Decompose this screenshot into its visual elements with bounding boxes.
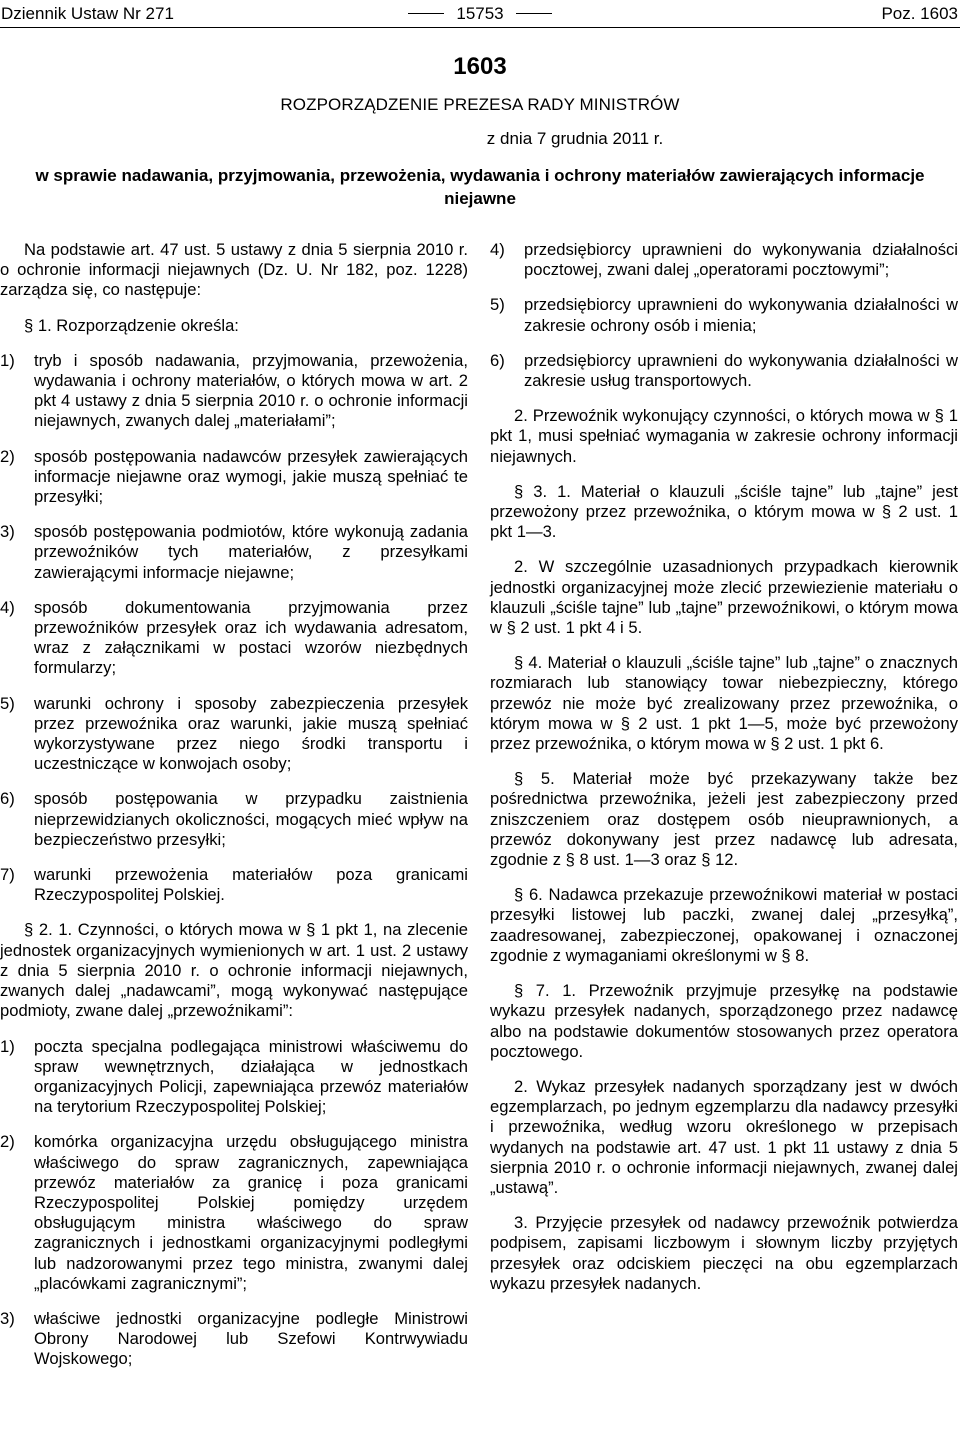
list-item [0,1132,468,1294]
paragraph: § 7. 1. Przewoźnik przyjmuje przesyłkę na podstawie wykazu przesyłek nadanych, sporządzonego przez nadawcę albo na podstawie dokumentów stosowanych przez operatora pocztowego. [490,981,958,1061]
list-item [0,1037,468,1118]
paragraph: § 4. Materiał o klauzuli „ściśle tajne” lub „tajne” o znacznych rozmiarach lub stanowiący towar niebezpieczny, którego przewóz nie może być zrealizowany przez przewoźnika, o którym mowa w § 2 ust. 1 pkt 1—5, może być przewożony przez przewoźnika, o którym mowa w § 2 ust. 1 pkt 6. [490,653,958,754]
item-text: tryb i sposób nadawania, przyjmowania, przewożenia, wydawania i ochrony materiałów, o których mowa w art. 2 pkt 4 ustawy z dnia 5 sierpnia 2010 r. o ochronie informacji niejawnych, zwanych dalej „materiałami”; [34,350,468,431]
act-title: ROZPORZĄDZENIE PREZESA RADY MINISTRÓW [280,95,680,114]
paragraph: 2. W szczególnie uzasadnionych przypadkach kierownik jednostki organizacyjnej może zlecić przewiezienie materiału o klauzuli „ściśle tajne” lub „tajne” przewoźnikowi, o którym mowa w § 2 ust. 1 pkt 4 i 5. [490,557,958,638]
item-number: 7) [0,865,15,885]
list-item [0,789,468,850]
item-number: 3) [0,522,15,542]
item-number: 3) [0,1308,15,1328]
section-1-intro: § 1. Rozporządzenie określa: [24,315,239,335]
list-item [0,522,468,583]
left-column [0,240,468,1370]
preamble: Na podstawie art. 47 ust. 5 ustawy z dnia 5 sierpnia 2010 r. o ochronie informacji niejawnych (Dz. U. Nr 182, poz. 1228) zarządza się, co następuje: [0,240,468,300]
act-title-block [0,50,960,210]
item-number: 1) [0,1036,15,1056]
list-item [0,447,468,508]
item-text: przedsiębiorcy uprawnieni do wykonywania działalności w zakresie usług transportowych. [524,350,958,391]
paragraph: § 6. Nadawca przekazuje przewoźnikowi materiał w postaci przesyłki listowej lub paczki, zwanej dalej „przesyłką”, zaadresowanej, zabezpieczonej, opakowanej i oznaczonej zgodnie z wymaganiami określonymi w § 8. [490,885,958,965]
paragraph: 2. Przewoźnik wykonujący czynności, o których mowa w § 1 pkt 1, musi spełniać wymagania w zakresie ochrony informacji niejawnych. [490,406,958,466]
list-item [0,351,468,432]
item-text: warunki ochrony i sposoby zabezpieczenia przesyłek przez przewoźnika oraz warunki, jakie muszą spełniać wykorzystywane przez niego środki transportu i uczestniczące w konwojach osoby; [34,693,468,774]
position-number: Poz. 1603 [881,4,958,23]
item-number: 2) [0,1132,15,1152]
item-text: warunki przewożenia materiałów poza granicami Rzeczypospolitej Polskiej. [34,865,468,905]
list-item [490,351,958,391]
section-2-list [0,1037,468,1370]
list-item [490,240,958,280]
item-number: 5) [0,693,15,713]
list-item [0,1309,468,1370]
item-number: 5) [490,295,505,315]
list-item [0,598,468,679]
item-text: właściwe jednostki organizacyjne podległe Ministrowi Obrony Narodowej lub Szefowi Kontrwywiadu Wojskowego; [34,1308,468,1369]
item-number: 4) [0,597,15,617]
section-2-intro: § 2. 1. Czynności, o których mowa w § 1 pkt 1, na zlecenie jednostek organizacyjnych wymienionych w art. 1 ust. 2 ustawy z dnia 5 sierpnia 2010 r. o ochronie informacji niejawnych, zwanych dalej „nadawcami”, mogą wykonywać następujące podmioty, zwane dalej „przewoźnikami”: [0,920,468,1021]
list-item [490,295,958,335]
item-text: sposób postępowania podmiotów, które wykonują zadania przewoźników tych materiałów, z przesyłkami zawierającymi informacje niejawne; [34,522,468,582]
page-number-dash-left [408,13,444,14]
act-subject: w sprawie nadawania, przyjmowania, przewożenia, wydawania i ochrony materiałów zawierających informacje niejawne [35,166,925,208]
act-date: z dnia 7 grudnia 2011 r. [486,129,664,148]
list-item [0,694,468,775]
item-number: 6) [0,789,15,809]
item-number: 4) [490,240,505,259]
item-text: poczta specjalna podlegająca ministrowi właściwemu do spraw wewnętrznych, działająca w jednostkach organizacyjnych Policji, zapewniająca przewóz materiałów na terytorium Rzeczypospolitej Polskiej; [34,1036,468,1117]
page-number-dash-right [516,13,552,14]
page-header [0,0,960,28]
paragraph: § 5. Materiał może być przekazywany także bez pośrednictwa przewoźnika, jeżeli jest zabezpieczony przed zniszczeniem oraz dostępem osób nieuprawnionych, a przewóz dokonywany jest przez nadawcę lub adresata, zgodnie z § 8 ust. 1—3 oraz § 12. [490,769,958,870]
section-2-list-continued [490,240,958,391]
list-item [0,865,468,905]
act-number: 1603 [453,53,507,80]
item-text: sposób postępowania w przypadku zaistnienia nieprzewidzianych okoliczności, mogących mieć wpływ na bezpieczeństwo przesyłki; [34,789,468,849]
item-number: 6) [490,350,505,370]
item-number: 2) [0,446,15,466]
item-text: sposób postępowania nadawców przesyłek zawierających informacje niejawne oraz wymogi, jakie muszą spełniać te przesyłki; [34,446,468,507]
journal-name: Dziennik Ustaw Nr 271 [1,4,174,23]
item-number: 1) [0,350,15,370]
section-1-list [0,351,468,906]
header-divider [0,27,960,28]
page-number-wrap [0,0,960,28]
item-text: przedsiębiorcy uprawnieni do wykonywania działalności w zakresie ochrony osób i mienia; [524,295,958,335]
paragraph: 2. Wykaz przesyłek nadanych sporządzany jest w dwóch egzemplarzach, po jednym egzemplarzu dla nadawcy przesyłki i przewoźnika, według wzoru określonego w przepisach wydanych na podstawie art. 47 ust. 1 pkt 11 ustawy z dnia 5 sierpnia 2010 r. o ochronie informacji niejawnych, zwanej dalej „ustawą”. [490,1076,958,1197]
right-column [490,240,958,1294]
paragraph: 3. Przyjęcie przesyłek od nadawcy przewoźnik potwierdza podpisem, zapisami liczbowym i słownym liczby przyjętych przesyłek oraz odciskiem pieczęci na obu egzemplarzach wykazu przesyłek nadanych. [490,1213,958,1293]
item-text: sposób dokumentowania przyjmowania przez przewoźników przesyłek oraz ich wydawania adresatom, wraz z załącznikami w postaci wzorów niezbędnych formularzy; [34,597,468,678]
item-text: przedsiębiorcy uprawnieni do wykonywania działalności pocztowej, zwani dalej „operatorami pocztowymi”; [524,240,958,280]
paragraph: § 3. 1. Materiał o klauzuli „ściśle tajne” lub „tajne” jest przewożony przez przewoźnika, o którym mowa w § 2 ust. 1 pkt 1—3. [490,481,958,542]
page-number: 15753 [456,4,504,23]
item-text: komórka organizacyjna urzędu obsługującego ministra właściwego do spraw zagranicznych, zapewniająca przewóz materiałów za granicę i poza granicami Rzeczypospolitej Polskiej pomiędzy urzędem obsługującym ministra właściwego do spraw zagranicznych i jednostkami organizacyjnymi podległymi lub nadzorowanymi przez tego ministra, zwanymi dalej „placówkami zagranicznymi”; [34,1132,468,1293]
